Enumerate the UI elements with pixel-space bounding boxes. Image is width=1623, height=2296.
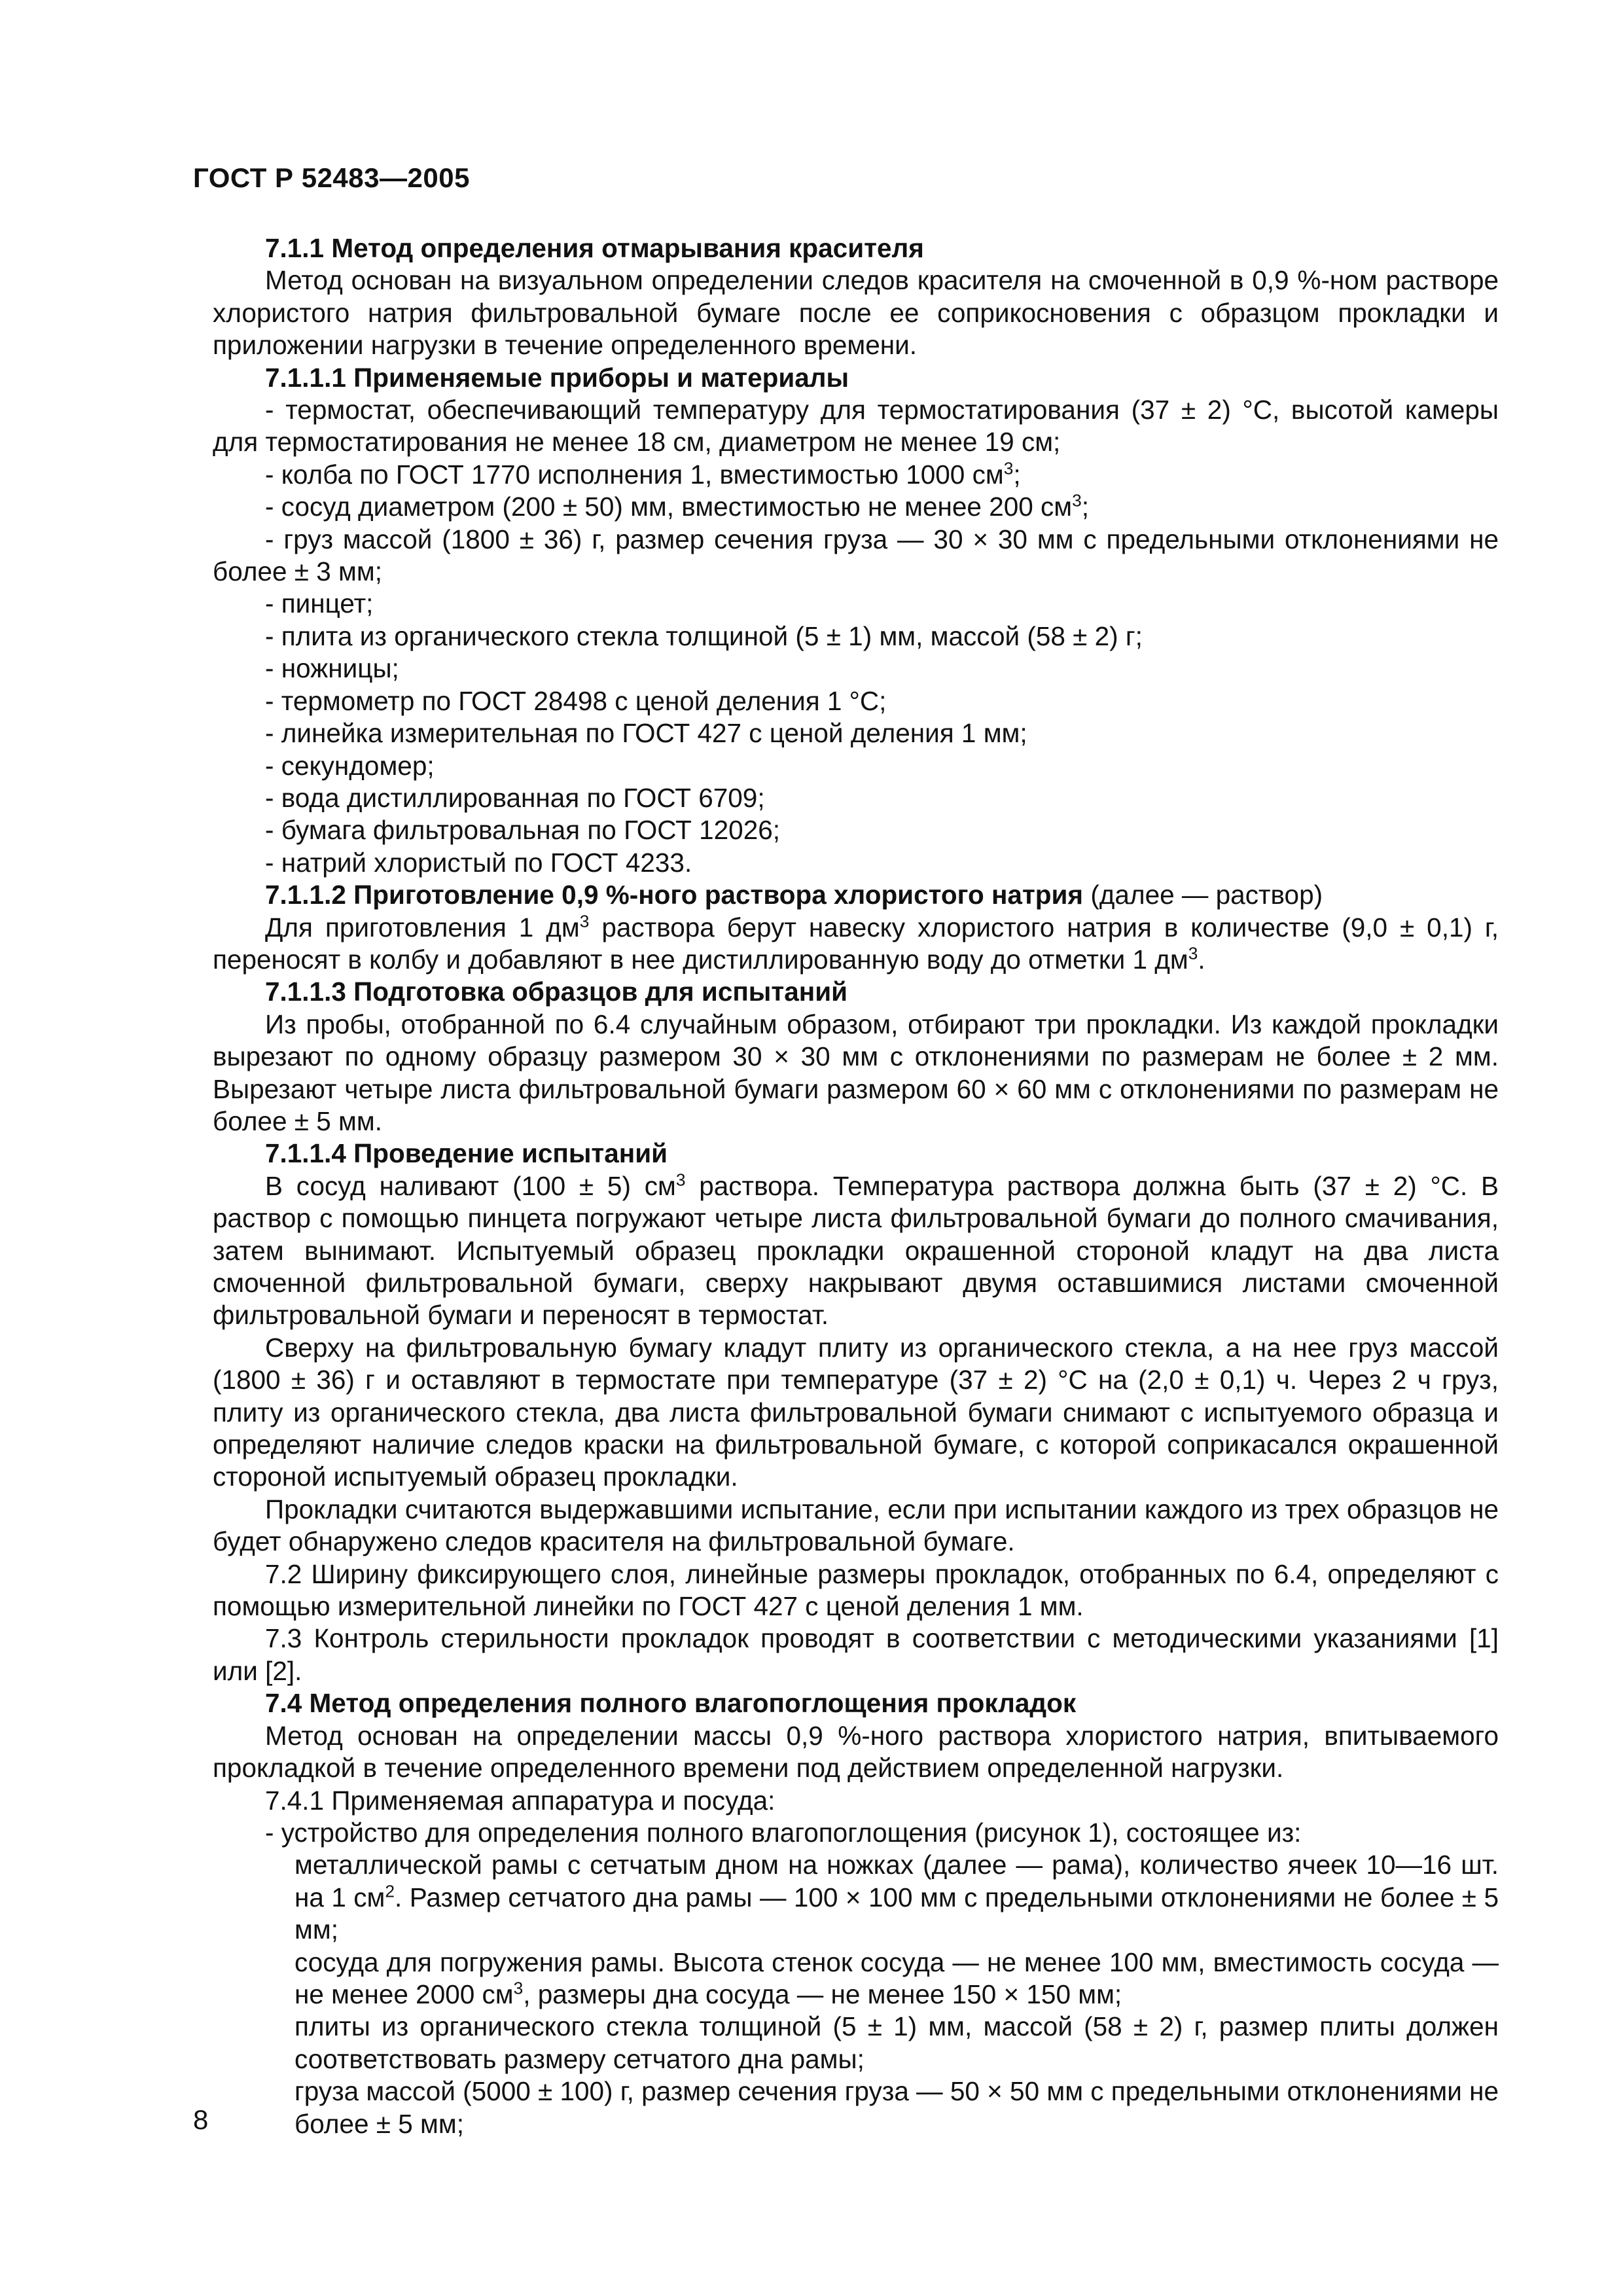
page-number: 8 [193,2104,209,2135]
sub-item-plate: плиты из органического стекла толщиной (5 ± 1) мм, массой (58 ± 2) г, размер плиты должен соответствовать размеру сетчатого дна рамы; [294,2011,1499,2074]
paragraph-7-1-1: Метод основан на визуальном определении следов красителя на смоченной в 0,9 %-ном растворе хлористого натрия фильтровальной бумаге после ее соприкосновения с образцом прокладки и приложении нагрузки в течение определенного времени. [213,265,1499,361]
section-heading-7-1-1-1: 7.1.1.1 Применяемые приборы и материалы [265,362,849,393]
text-run: металлической рамы с сетчатым дном на ножках (далее — рама), количество ячеек 10—16 шт. на 1 см [294,1850,1499,1912]
superscript: 3 [579,911,590,931]
superscript: 3 [1188,943,1198,963]
superscript: 3 [1003,458,1014,478]
paragraph-7-1-1-4 [213,1170,1499,1332]
heading-text: 7.1.1.2 Приготовление 0,9 %-ного раствора хлористого натрия [265,880,1084,910]
list-item: - вода дистиллированная по ГОСТ 6709; [265,782,765,813]
paragraph-7-3: 7.3 Контроль стерильности прокладок проводят в соответствии с методическими указаниями [1] или [2]. [213,1623,1499,1686]
text-run: . [1198,944,1205,975]
paragraph-7-1-1-4-b: Сверху на фильтровальную бумагу кладут плиту из органического стекла, а на нее груз массой (1800 ± 36) г и оставляют в термостате при температуре (37 ± 2) °С на (2,0 ± 0,1) ч. Через 2 ч груз, плиту из органического стекла, два листа фильтровальной бумаги снимают с испытуемого образца и определяют наличие следов краски на фильтровальной бумаге, с которой соприкасался окрашенной стороной испытуемый образец прокладки. [213,1332,1499,1492]
paragraph-7-1-1-2 [213,912,1499,977]
punctuation: ; [1081,492,1090,522]
sub-item-frame [213,1849,1499,1946]
superscript: 2 [385,1881,395,1901]
text-run: сосуда для погружения рамы. Высота стенок сосуда — не менее 100 мм, вместимость сосуда — не менее 2000 см [294,1946,1499,2009]
list-item-vessel [213,491,1499,523]
list-item: - термометр по ГОСТ 28498 с ценой деления 1 °С; [265,685,887,716]
list-item: - секундомер; [265,750,435,781]
text-run: Для приготовления 1 дм [265,912,580,942]
list-item: - натрий хлористый по ГОСТ 4233. [265,847,692,878]
superscript: 3 [513,1978,524,1998]
paragraph-7-1-1-3: Из пробы, отобранной по 6.4 случайным образом, отбирают три прокладки. Из каждой прокладки вырезают по одному образцу размером 30 × 30 мм с отклонениями по размерам не более ± 2 мм. Вырезают четыре листа фильтровальной бумаги размером 60 × 60 мм с отклонениями по размерам не более ± 5 мм. [213,1009,1499,1136]
text-run: раствора. Температура раствора должна быть (37 ± 2) °С. В раствор с помощью пинцета погружают четыре листа фильтровальной бумаги до полного смачивания, затем вынимают. Испытуемый образец прокладки окрашенной стороной кладут на два листа смоченной фильтровальной бумаги, сверху накрывают двумя оставшимися листами смоченной фильтровальной бумаги и переносят в термостат. [213,1170,1499,1331]
list-item-device: - устройство для определения полного влагопоглощения (рисунок 1), состоящее из: [265,1817,1302,1848]
text-run: раствора берут навеску хлористого натрия в количестве (9,0 ± 0,1) г, переносят в колбу и добавляют в нее дистиллированную воду до отметки 1 дм [213,912,1499,975]
sub-item-vessel [213,1946,1499,2011]
paragraph-7-4-1: 7.4.1 Применяемая аппаратура и посуда: [265,1785,776,1816]
list-item: - линейка измерительная по ГОСТ 427 с ценой деления 1 мм; [265,718,1027,749]
list-item-text: - сосуд диаметром (200 ± 50) мм, вместимостью не менее 200 см [265,492,1073,522]
document-body [213,232,1499,2140]
section-heading-7-1-1-2 [213,879,1499,911]
list-item: - плита из органического стекла толщиной (5 ± 1) мм, массой (58 ± 2) г; [265,620,1143,651]
section-heading-7-4: 7.4 Метод определения полного влагопоглощения прокладок [265,1688,1077,1719]
list-item-flask [213,459,1499,491]
list-item: - пинцет; [265,588,374,619]
list-item-text: - колба по ГОСТ 1770 исполнения 1, вместимостью 1000 см [265,459,1004,490]
document-header: ГОСТ Р 52483—2005 [193,162,470,193]
list-item: - термостат, обеспечивающий температуру для термостатирования (37 ± 2) °С, высотой камеры для термостатирования не менее 18 см, диаметром не менее 19 см; [213,395,1499,457]
text-run: В сосуд наливают (100 ± 5) см [265,1170,676,1201]
heading-note: (далее — раствор) [1083,880,1323,910]
sub-item-weight: груза массой (5000 ± 100) г, размер сечения груза — 50 × 50 мм с предельными отклонениями не более ± 5 мм; [294,2076,1499,2139]
text-run: . Размер сетчатого дна рамы — 100 × 100 мм с предельными отклонениями не более ± 5 мм; [294,1882,1499,1945]
section-heading-7-1-1-3: 7.1.1.3 Подготовка образцов для испытаний [265,977,848,1007]
text-run: , размеры дна сосуда — не менее 150 × 150 мм; [523,1979,1122,2009]
section-heading-7-1-1: 7.1.1 Метод определения отмарывания красителя [265,233,924,263]
list-item: - ножницы; [265,653,399,684]
section-heading-7-1-1-4: 7.1.1.4 Проведение испытаний [265,1138,668,1169]
punctuation: ; [1013,459,1021,490]
list-item: - груз массой (1800 ± 36) г, размер сечения груза — 30 × 30 мм с предельными отклонениями не более ± 3 мм; [213,524,1499,587]
superscript: 3 [1072,490,1082,511]
paragraph-7-4: Метод основан на определении массы 0,9 %-ного раствора хлористого натрия, впитываемого прокладкой в течение определенного времени под действием определенной нагрузки. [213,1720,1499,1784]
paragraph-7-2: 7.2 Ширину фиксирующего слоя, линейные размеры прокладок, отобранных по 6.4, определяют с помощью измерительной линейки по ГОСТ 427 с ценой деления 1 мм. [213,1558,1499,1622]
paragraph-7-1-1-4-c: Прокладки считаются выдержавшими испытание, если при испытании каждого из трех образцов не будет обнаружено следов красителя на фильтровальной бумаге. [213,1494,1499,1557]
list-item: - бумага фильтровальная по ГОСТ 12026; [265,815,781,846]
superscript: 3 [675,1170,686,1190]
